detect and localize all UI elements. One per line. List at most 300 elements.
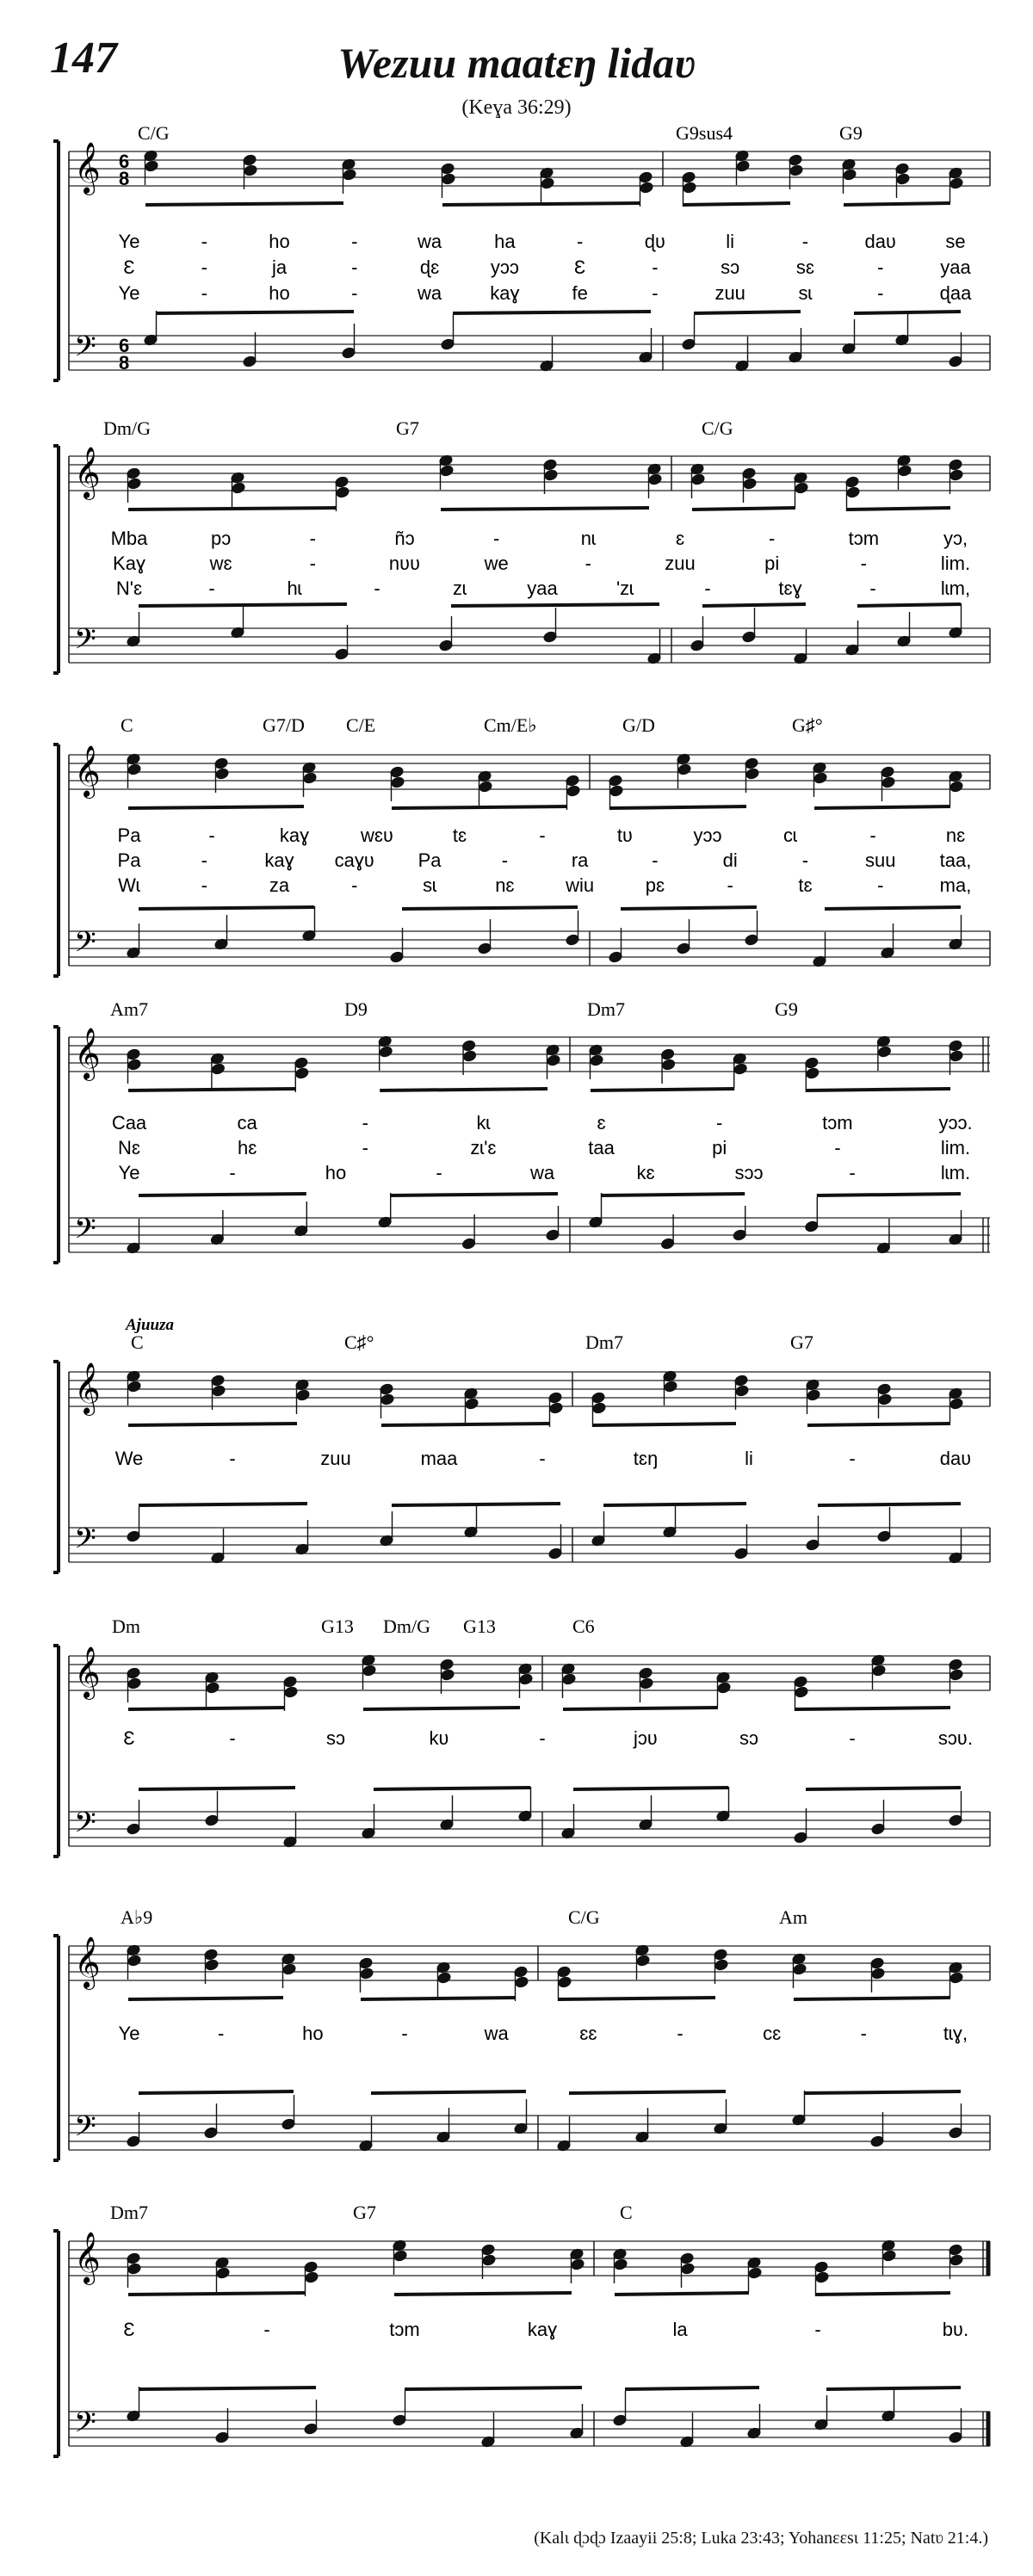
bass-clef: 𝄢	[74, 2111, 96, 2149]
lyric-syllable: ho	[302, 2023, 324, 2044]
lyric-syllable: -	[677, 2023, 684, 2044]
chord-symbol: Dm	[112, 1615, 140, 1637]
notehead	[949, 177, 964, 190]
beam	[451, 604, 659, 606]
lyric-syllable: lɩm,	[940, 578, 971, 599]
beam	[128, 1424, 297, 1425]
brace	[53, 1936, 59, 2160]
lyric-syllable: -	[860, 2023, 867, 2044]
lyric-syllable: -	[351, 231, 358, 252]
notehead	[683, 182, 697, 195]
beam	[453, 312, 651, 313]
notehead	[878, 1393, 893, 1406]
beam	[684, 203, 790, 205]
notehead	[215, 768, 230, 781]
lyric-syllable: tɔm	[822, 1112, 853, 1134]
lyric-syllable: Ye	[118, 282, 140, 304]
notehead	[640, 1677, 654, 1690]
lyric-syllable: -	[493, 528, 500, 549]
notehead	[440, 465, 455, 478]
beam	[702, 604, 806, 606]
notehead	[949, 469, 964, 482]
beam	[363, 1708, 520, 1709]
notehead	[294, 1067, 309, 1080]
chord-symbol: C6	[572, 1615, 595, 1637]
treble-clef: 𝄞	[74, 746, 101, 796]
bass-clef: 𝄢	[74, 1523, 96, 1561]
lyric-syllable: daʋ	[939, 1448, 972, 1469]
system-2	[53, 417, 990, 673]
notehead	[793, 1963, 807, 1976]
lyric-syllable: ɖaa	[939, 282, 972, 304]
lyric-syllable: -	[704, 578, 711, 599]
notehead	[362, 1665, 377, 1677]
lyric-syllable: Ɛ	[573, 256, 586, 278]
notehead	[677, 763, 692, 776]
beam	[625, 2388, 759, 2389]
chord-symbol: G13	[463, 1615, 496, 1637]
lyric-syllable: wa	[484, 2023, 509, 2044]
lyric-syllable: zɩ	[453, 578, 467, 599]
lyric-syllable: Pa	[117, 849, 141, 871]
beam	[145, 203, 343, 205]
lyric-syllable: Ɛ	[123, 1727, 135, 1749]
lyric-syllable: -	[201, 874, 207, 896]
lyric-syllable: ɛɛ	[579, 2023, 597, 2044]
time-signature-bottom: 8	[119, 168, 130, 189]
notehead	[566, 785, 581, 798]
notehead	[127, 1955, 142, 1968]
lyric-syllable: tɛ	[452, 825, 467, 846]
lyric-syllable: li	[745, 1448, 753, 1469]
lyric-syllable: ma,	[939, 874, 972, 896]
lyric-syllable: -	[201, 256, 207, 278]
lyric-syllable: hɩ	[287, 578, 302, 599]
notehead	[872, 1665, 887, 1677]
lyric-syllable: ho	[269, 231, 290, 252]
chord-symbol: G/D	[622, 714, 655, 736]
notehead	[244, 164, 258, 177]
lyric-syllable: sɔ	[721, 256, 740, 278]
notehead	[813, 772, 828, 785]
chord-symbol: A♭9	[121, 1906, 153, 1928]
beam	[128, 2293, 306, 2295]
notehead	[795, 1686, 809, 1699]
lyric-syllable: nɩ	[580, 528, 596, 549]
beam	[139, 604, 347, 606]
notehead	[442, 173, 456, 186]
chord-symbol: G9	[775, 998, 798, 1020]
chord-symbol: G7/D	[263, 714, 305, 736]
lyric-syllable: -	[849, 1448, 856, 1469]
lyric-syllable: ha	[494, 231, 516, 252]
chord-symbol: G13	[321, 1615, 354, 1637]
lyric-syllable: Ɛ	[123, 2319, 135, 2340]
notehead	[681, 2263, 696, 2276]
treble-clef: 𝄞	[74, 1029, 101, 1078]
chord-symbol: C/G	[568, 1906, 600, 1928]
beam	[402, 907, 578, 909]
notehead	[846, 486, 861, 499]
lyric-syllable: yɔɔ	[693, 825, 722, 846]
notehead	[714, 1959, 729, 1972]
notehead	[462, 1050, 477, 1063]
lyric-syllable: -	[652, 282, 659, 304]
lyric-syllable: -	[201, 282, 207, 304]
time-signature-bottom: 8	[119, 352, 130, 374]
bass-clef: 𝄢	[74, 624, 96, 662]
chord-symbol: G9sus4	[676, 122, 733, 144]
notehead	[482, 2254, 497, 2267]
beam	[826, 2388, 961, 2389]
lyric-syllable: zuu	[320, 1448, 351, 1469]
lyric-syllable: -	[201, 231, 207, 252]
lyric-syllable: sɔ	[326, 1727, 345, 1749]
chord-symbol: C	[131, 1331, 144, 1353]
beam	[816, 2293, 950, 2295]
beam	[601, 1194, 745, 1195]
lyric-syllable: -	[362, 1112, 368, 1134]
lyric-syllable: sɔ	[739, 1727, 758, 1749]
lyric-syllable: suu	[864, 849, 896, 871]
notehead	[648, 473, 663, 486]
lyric-syllable: lim.	[940, 553, 971, 574]
notehead	[515, 1976, 529, 1989]
beam	[156, 312, 354, 313]
lyric-syllable: -	[652, 849, 659, 871]
lyric-syllable: wɛʋ	[360, 825, 394, 846]
lyric-syllable: ho	[325, 1162, 347, 1183]
notehead	[609, 785, 624, 798]
lyric-syllable: yɔɔ.	[938, 1112, 973, 1134]
lyric-syllable: Nɛ	[118, 1137, 140, 1158]
notehead	[558, 1976, 572, 1989]
notehead	[789, 164, 804, 177]
notehead	[592, 1402, 607, 1415]
beam	[128, 806, 304, 808]
notehead	[127, 1677, 142, 1690]
beam	[392, 1504, 560, 1505]
beam	[128, 1998, 283, 1999]
notehead	[805, 1067, 820, 1080]
lyric-syllable: sɛ	[795, 256, 815, 278]
beam	[371, 2091, 526, 2093]
lyric-syllable: nɛ	[495, 874, 515, 896]
beam	[128, 1708, 285, 1709]
notehead	[949, 1398, 964, 1411]
bass-clef: 𝄢	[74, 331, 96, 369]
beam	[603, 1504, 746, 1505]
notehead	[795, 482, 809, 495]
chord-symbol: G7	[790, 1331, 813, 1353]
notehead	[871, 1968, 886, 1980]
notehead	[206, 1682, 220, 1695]
notehead	[145, 160, 159, 173]
lyric-syllable: -	[849, 1162, 856, 1183]
chord-symbol: Dm/G	[103, 417, 151, 439]
beam	[694, 312, 801, 313]
lyric-syllable: -	[869, 825, 876, 846]
notehead	[640, 182, 654, 195]
beam	[692, 508, 795, 510]
lyric-syllable: Caa	[111, 1112, 147, 1134]
lyric-syllable: yɔ,	[943, 528, 968, 549]
beam	[844, 203, 950, 205]
beam	[405, 2388, 582, 2389]
notehead	[717, 1682, 732, 1695]
chord-symbol: Dm7	[585, 1331, 623, 1353]
chord-symbol: C/G	[138, 122, 170, 144]
notehead	[949, 2254, 964, 2267]
notehead	[127, 2263, 142, 2276]
notehead	[211, 1063, 226, 1076]
beam	[139, 1194, 306, 1195]
beam	[593, 1424, 736, 1425]
lyric-syllable: Kaɣ	[113, 553, 145, 574]
treble-clef: 𝄞	[74, 143, 101, 193]
beam	[847, 508, 950, 510]
beam	[390, 1194, 558, 1195]
chord-symbol: Dm/G	[383, 1615, 430, 1637]
time-signature-top: 6	[119, 151, 130, 172]
lyric-syllable: -	[769, 528, 776, 549]
lyric-syllable: kaɣ	[279, 825, 310, 846]
lyric-syllable: -	[309, 528, 316, 549]
brace	[53, 2231, 59, 2456]
notehead	[343, 169, 357, 182]
lyric-syllable: -	[351, 256, 358, 278]
beam	[857, 604, 961, 606]
notehead	[949, 1050, 964, 1063]
notehead	[571, 2258, 585, 2271]
lyric-syllable: -	[869, 578, 876, 599]
lyric-syllable: lim.	[940, 1137, 971, 1158]
notehead	[949, 1669, 964, 1682]
lyric-syllable: pi	[764, 553, 780, 574]
bass-clef: 𝄢	[74, 1214, 96, 1251]
notehead	[843, 169, 857, 182]
lyric-syllable: sɩ	[798, 282, 813, 304]
beam	[139, 1504, 307, 1505]
tempo-marking: Ajuuza	[126, 1316, 174, 1334]
notehead	[336, 486, 350, 499]
treble-clef: 𝄞	[74, 1647, 101, 1697]
lyric-syllable: zuu	[665, 553, 696, 574]
scripture-reference: (Keɣa 36:29)	[461, 96, 572, 119]
bass-clef: 𝄢	[74, 2407, 96, 2445]
system-4	[53, 998, 990, 1263]
lyric-syllable: fe	[572, 282, 588, 304]
notehead	[636, 1955, 651, 1968]
notehead	[614, 2258, 628, 2271]
notehead	[127, 478, 142, 491]
notehead	[541, 177, 555, 190]
lyric-syllable: Ɛ	[123, 256, 135, 278]
lyric-syllable: Mba	[110, 528, 148, 549]
hymn-number: 147	[50, 34, 117, 83]
beam	[559, 1998, 715, 1999]
lyric-syllable: -	[229, 1727, 236, 1749]
lyric-syllable: -	[362, 1137, 368, 1158]
chord-symbol: C	[121, 714, 133, 736]
notehead	[590, 1054, 604, 1067]
lyric-syllable: la	[672, 2319, 688, 2340]
notehead	[748, 2267, 763, 2280]
lyric-syllable: Ye	[118, 2023, 140, 2044]
beam	[817, 1194, 961, 1195]
treble-clef: 𝄞	[74, 1363, 101, 1413]
beam	[139, 1788, 295, 1789]
lyric-syllable: -	[801, 231, 809, 252]
lyric-syllable: -	[539, 825, 546, 846]
lyric-syllable: -	[585, 553, 591, 574]
notehead	[284, 1686, 299, 1699]
chord-symbol: Am7	[110, 998, 148, 1020]
lyric-syllable: wiu	[566, 874, 595, 896]
beam	[615, 2293, 749, 2295]
lyric-syllable: kaɣ	[264, 849, 294, 871]
beam	[569, 2091, 726, 2093]
notehead	[296, 1389, 311, 1402]
notehead	[441, 1669, 455, 1682]
lyric-syllable: caɣʋ	[334, 849, 374, 871]
lyric-syllable: -	[501, 849, 509, 871]
beam	[563, 1708, 718, 1709]
lyric-syllable: taa,	[939, 849, 972, 871]
notehead	[360, 1968, 374, 1980]
beam	[591, 1089, 734, 1090]
lyric-syllable: -	[877, 256, 884, 278]
lyric-syllable: ca	[237, 1112, 257, 1134]
bass-clef: 𝄢	[74, 1807, 96, 1845]
lyric-syllable: ɖʋ	[644, 231, 666, 252]
notehead	[519, 1673, 534, 1686]
lyric-syllable: kaɣ	[490, 282, 520, 304]
bass-clef: 𝄢	[74, 927, 96, 965]
notehead	[232, 482, 246, 495]
beam	[804, 2091, 961, 2093]
lyric-syllable: kɩ	[476, 1112, 491, 1134]
lyric-syllable: tɛ	[798, 874, 813, 896]
system-3	[53, 714, 990, 976]
system-1	[53, 122, 990, 380]
lyric-syllable: 'zɩ	[615, 578, 634, 599]
lyric-syllable: Pa	[418, 849, 442, 871]
notehead	[949, 1972, 964, 1985]
beam	[394, 2293, 572, 2295]
chord-symbol: Dm7	[110, 2202, 148, 2223]
lyric-syllable: ɛ	[675, 528, 685, 549]
notehead	[305, 2271, 319, 2284]
chord-symbol: G9	[839, 122, 863, 144]
chord-symbol: G7	[353, 2202, 376, 2223]
lyric-syllable: li	[726, 231, 735, 252]
notehead	[549, 1402, 564, 1415]
chord-symbol: C	[620, 2202, 633, 2223]
beam	[806, 1788, 961, 1789]
notehead	[479, 781, 493, 794]
beam	[610, 806, 746, 808]
notehead	[379, 1046, 393, 1059]
notehead	[393, 2250, 408, 2263]
beam	[818, 1504, 961, 1505]
lyric-syllable: zuu	[714, 282, 745, 304]
lyric-syllable: sɩ	[423, 874, 437, 896]
lyric-syllable: tɛɣ	[778, 578, 802, 599]
brace	[53, 141, 59, 380]
beam	[139, 907, 314, 909]
chord-symbol: C/G	[702, 417, 733, 439]
beam	[573, 1788, 728, 1789]
notehead	[898, 465, 912, 478]
lyric-syllable: sɔʋ.	[937, 1727, 974, 1749]
hymn-title: Wezuu maatɛŋ lidaʋ	[337, 39, 696, 87]
time-signature-top: 6	[119, 335, 130, 356]
chord-symbol: Am	[779, 1906, 807, 1928]
lyric-syllable: -	[727, 874, 733, 896]
beam	[825, 907, 961, 909]
lyric-syllable: wɛ	[209, 553, 232, 574]
lyric-syllable: maa	[420, 1448, 458, 1469]
lyric-syllable: -	[539, 1448, 546, 1469]
notehead	[735, 1385, 750, 1398]
lyric-syllable: Ye	[118, 231, 140, 252]
treble-clef: 𝄞	[74, 448, 101, 497]
beam	[794, 1998, 950, 1999]
beam	[381, 1424, 550, 1425]
notehead	[544, 469, 559, 482]
notehead	[691, 473, 706, 486]
system-7	[53, 1906, 990, 2160]
notehead	[127, 1381, 142, 1393]
notehead	[216, 2267, 231, 2280]
lyric-syllable: -	[877, 874, 884, 896]
lyric-syllable: -	[401, 2023, 408, 2044]
notehead	[877, 1046, 892, 1059]
lyric-syllable: -	[208, 825, 215, 846]
beam	[814, 806, 950, 808]
notehead	[882, 2250, 897, 2263]
notehead	[437, 1972, 452, 1985]
lyric-syllable: tɩɣ,	[943, 2023, 968, 2044]
notehead	[380, 1393, 395, 1406]
lyric-syllable: -	[229, 1162, 236, 1183]
lyric-syllable: -	[229, 1448, 236, 1469]
beam	[807, 1424, 950, 1425]
lyric-syllable: nɛ	[945, 825, 966, 846]
notehead	[391, 776, 405, 789]
lyric-syllable: we	[484, 553, 509, 574]
brace	[53, 744, 59, 976]
lyric-syllable: -	[849, 1727, 856, 1749]
lyric-syllable: -	[834, 1137, 841, 1158]
notehead	[881, 776, 896, 789]
chord-symbol: C♯°	[344, 1331, 374, 1353]
lyric-syllable: -	[309, 553, 316, 574]
notehead	[807, 1389, 821, 1402]
beam	[442, 203, 640, 205]
notehead	[562, 1673, 577, 1686]
beam	[128, 1089, 296, 1090]
chord-symbol: G♯°	[792, 714, 823, 736]
beam	[374, 1788, 530, 1789]
lyric-syllable: -	[716, 1112, 723, 1134]
notehead	[743, 478, 758, 491]
chord-symbol: D9	[344, 998, 368, 1020]
chord-symbol: G7	[396, 417, 419, 439]
brace	[53, 1362, 59, 1572]
lyric-syllable: kaɣ	[527, 2319, 558, 2340]
